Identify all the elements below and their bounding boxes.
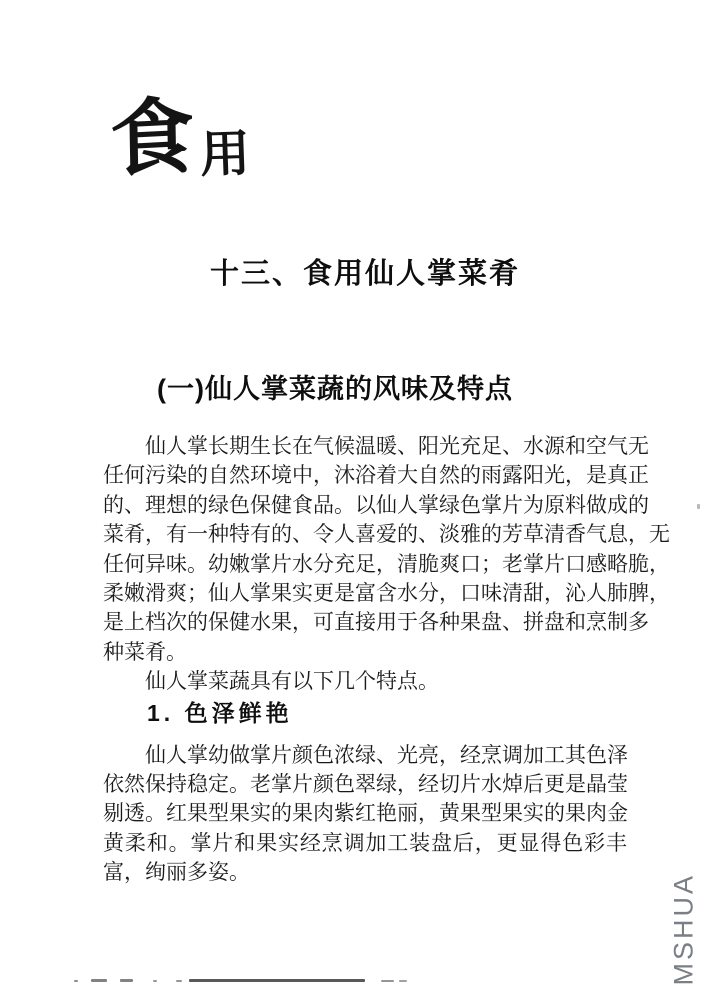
paragraph1-line-6: 柔嫩滑爽；仙人掌果实更是富含水分，口味清甜，沁人肺脾，: [103, 581, 670, 606]
paragraph1-line-3: 的、理想的绿色保健食品。以仙人掌绿色掌片为原料做成的: [103, 492, 649, 517]
scan-speck: [697, 504, 700, 509]
paragraph3-line-1: 仙人掌幼做掌片颜色浓绿、光亮，经烹调加工其色泽: [145, 742, 628, 767]
paragraph2-line-1: 仙人掌菜蔬具有以下几个特点。: [145, 669, 439, 694]
chapter-title: 十三、食用仙人掌菜肴: [209, 258, 520, 290]
paragraph3-line-4: 黄柔和。掌片和果实经烹调加工装盘后，更显得色彩丰: [103, 830, 627, 855]
paragraph1-line-1: 仙人掌长期生长在气候温暖、阳光充足、水源和空气无: [145, 434, 649, 458]
paragraph1-line-2: 任何污染的自然环境中，沐浴着大自然的雨露阳光，是真正: [103, 463, 649, 488]
body-text: [103, 432, 670, 888]
watermark-mshua: MSHUA: [668, 872, 699, 986]
subsection-heading: 1. 色泽鲜艳: [147, 699, 293, 726]
paragraph1-line-7: 是上档次的保健水果，可直接用于各种果盘、拼盘和烹制多: [103, 610, 649, 635]
calligraphy-header: [109, 85, 252, 190]
paragraph3-line-3: 剔透。红果型果实的果肉紫红艳丽，黄果型果实的果肉金: [103, 801, 628, 826]
paragraph1-line-8: 种菜肴。: [103, 639, 187, 664]
section-title: (一)仙人掌菜蔬的风味及特点: [157, 374, 513, 404]
calligraphy-char-shi: 食: [109, 85, 195, 190]
paragraph1-line-4: 菜肴，有一种特有的、令人喜爱的、淡雅的芳草清香气息，无: [103, 522, 670, 547]
paragraph3-line-5: 富，绚丽多姿。: [103, 860, 250, 885]
calligraphy-char-yong: 用: [198, 123, 252, 184]
paragraph3-line-2: 依然保持稳定。老掌片颜色翠绿，经切片水焯后更是晶莹: [103, 772, 628, 797]
paragraph1-line-5: 任何异味。幼嫩掌片水分充足，清脆爽口；老掌片口感略脆，: [103, 551, 670, 576]
